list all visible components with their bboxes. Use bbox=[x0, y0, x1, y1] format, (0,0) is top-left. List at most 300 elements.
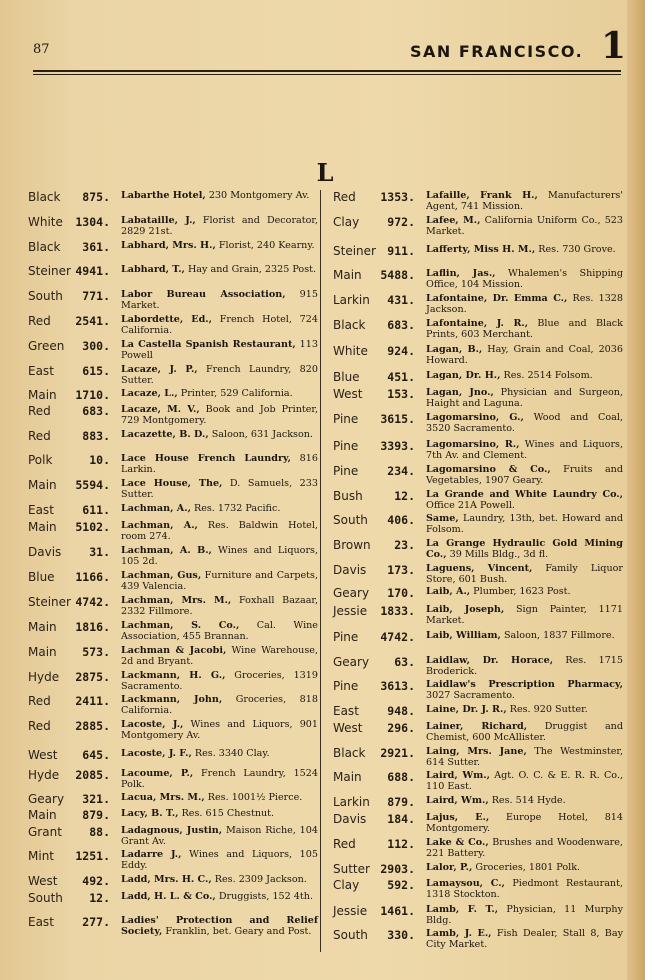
exchange-name: West bbox=[28, 874, 58, 888]
phone-number: 330. bbox=[387, 928, 415, 942]
phone-number: 170. bbox=[387, 586, 415, 600]
listing-text bbox=[121, 891, 318, 902]
listing-text bbox=[121, 719, 318, 741]
exchange-name: Geary bbox=[333, 655, 370, 669]
listing-name: Lacoste, J., bbox=[121, 719, 184, 730]
listing-text bbox=[426, 489, 623, 511]
listing-name: Lamaysou, C., bbox=[426, 878, 505, 889]
phone-number: 2541. bbox=[75, 314, 110, 328]
listing-details: Saloon, 1837 Fillmore. bbox=[500, 630, 615, 641]
listing-name: Lagan, Jno., bbox=[426, 387, 494, 398]
listing-name: Lacoume, P., bbox=[121, 768, 194, 779]
listing-details: Physician and Surgeon, Haight and Laguna. bbox=[426, 387, 624, 409]
phone-number: 4742. bbox=[75, 595, 110, 609]
exchange-name: Steiner bbox=[333, 244, 376, 258]
listing-name: Lacazette, B. D., bbox=[121, 429, 209, 440]
exchange-name: White bbox=[333, 344, 368, 358]
exchange-name: Davis bbox=[333, 563, 367, 577]
exchange-name: Pine bbox=[333, 412, 359, 426]
phone-number: 1166. bbox=[75, 570, 110, 584]
listing-text bbox=[121, 670, 318, 692]
listing-name: Lajus, E., bbox=[426, 812, 490, 823]
listing-details: Res. Baldwin Hotel, room 274. bbox=[121, 520, 318, 542]
listing-text bbox=[121, 240, 318, 251]
listing-name: Lamb, J. E., bbox=[426, 928, 492, 939]
phone-number: 277. bbox=[82, 915, 110, 929]
phone-number: 4941. bbox=[75, 264, 110, 278]
exchange-name: Main bbox=[333, 268, 362, 282]
exchange-name: Polk bbox=[28, 453, 53, 467]
listing-text bbox=[426, 795, 623, 806]
section-letter: L bbox=[316, 158, 334, 187]
exchange-name: East bbox=[28, 364, 54, 378]
phone-number: 911. bbox=[387, 244, 415, 258]
phone-number: 1833. bbox=[380, 604, 415, 618]
exchange-name: Red bbox=[28, 314, 51, 328]
phone-number: 1461. bbox=[380, 904, 415, 918]
listing-name: Lachman, Gus, bbox=[121, 570, 202, 581]
listing-text bbox=[426, 721, 623, 743]
exchange-name: Black bbox=[28, 190, 61, 204]
listing-name: Ladd, Mrs. H. C., bbox=[121, 874, 212, 885]
phone-number: 4742. bbox=[380, 630, 415, 644]
listing-name: Labarthe Hotel, bbox=[121, 190, 206, 201]
listing-details: California Uniform Co., 523 Market. bbox=[426, 215, 624, 237]
exchange-name: Brown bbox=[333, 538, 371, 552]
listing-text bbox=[426, 244, 623, 255]
exchange-name: Red bbox=[333, 190, 356, 204]
listing-text bbox=[121, 694, 318, 716]
exchange-name: Hyde bbox=[28, 670, 60, 684]
phone-number: 5102. bbox=[75, 520, 110, 534]
exchange-name: Red bbox=[333, 837, 356, 851]
listing-details: Wines and Liquors, 7th Av. and Clement. bbox=[426, 439, 623, 461]
listing-name: Laidlaw's Prescription Pharmacy, bbox=[426, 679, 623, 690]
listing-text bbox=[426, 412, 623, 434]
listing-text bbox=[121, 748, 318, 759]
exchange-name: Geary bbox=[28, 792, 65, 806]
listing-text bbox=[426, 746, 623, 768]
exchange-name: Davis bbox=[333, 812, 367, 826]
listing-details: Wines and Liquors, 901 Montgomery Av. bbox=[121, 719, 319, 741]
listing-name: Lake & Co., bbox=[426, 837, 489, 848]
page-number: 87 bbox=[33, 42, 50, 57]
listing-details: Office 21A Powell. bbox=[426, 500, 515, 511]
phone-number: 879. bbox=[387, 795, 415, 809]
listing-name: Lachman, Mrs. M., bbox=[121, 595, 232, 606]
listing-name: Lafaille, Frank H., bbox=[426, 190, 538, 201]
exchange-name: Bush bbox=[333, 489, 363, 503]
listing-name: Laidlaw, Dr. Horace, bbox=[426, 655, 554, 666]
exchange-name: Steiner bbox=[28, 595, 71, 609]
exchange-name: Red bbox=[28, 404, 51, 418]
listing-text bbox=[121, 768, 318, 790]
listing-text bbox=[121, 808, 318, 819]
phone-number: 1353. bbox=[380, 190, 415, 204]
listing-details: Res. 514 Hyde. bbox=[488, 795, 566, 806]
listing-text bbox=[121, 339, 318, 361]
listing-text bbox=[121, 388, 318, 399]
listing-name: Lachman, A., bbox=[121, 503, 191, 514]
phone-number: 184. bbox=[387, 812, 415, 826]
listing-name: Lachman, A. B., bbox=[121, 545, 212, 556]
phone-number: 688. bbox=[387, 770, 415, 784]
listing-text bbox=[426, 655, 623, 677]
listing-name: Ladarre J., bbox=[121, 849, 182, 860]
listing-details: Res. 1328 Jackson. bbox=[426, 293, 624, 315]
phone-number: 153. bbox=[387, 387, 415, 401]
listing-text bbox=[121, 595, 318, 617]
listing-name: Laird, Wm., bbox=[426, 770, 490, 781]
exchange-name: Sutter bbox=[333, 862, 370, 876]
listing-text bbox=[121, 915, 318, 937]
exchange-name: East bbox=[28, 503, 54, 517]
listing-text bbox=[426, 293, 623, 315]
listing-details: Cal. Wine Association, 455 Brannan. bbox=[121, 620, 318, 642]
listing-details: Res. 1715 Broderick. bbox=[426, 655, 624, 677]
listing-name: Lalor, P., bbox=[426, 862, 473, 873]
listing-details: Druggist and Chemist, 600 McAllister. bbox=[426, 721, 623, 743]
listing-text bbox=[426, 439, 623, 461]
phone-number: 321. bbox=[82, 792, 110, 806]
listing-text bbox=[426, 513, 623, 535]
listing-name: Laine, Dr. J. R., bbox=[426, 704, 507, 715]
listing-details: Groceries, 1319 Sacramento. bbox=[121, 670, 318, 692]
phone-number: 451. bbox=[387, 370, 415, 384]
listing-details: Res. 920 Sutter. bbox=[506, 704, 588, 715]
phone-number: 31. bbox=[89, 545, 110, 559]
listing-name: Lacoste, J. F., bbox=[121, 748, 192, 759]
listing-text bbox=[426, 837, 623, 859]
listing-text bbox=[426, 387, 623, 409]
phone-number: 5488. bbox=[380, 268, 415, 282]
exchange-name: Main bbox=[28, 645, 57, 659]
listing-name: Lacaze, M. V., bbox=[121, 404, 200, 415]
listing-name: Lachman, S. Co., bbox=[121, 620, 240, 631]
exchange-name: Pine bbox=[333, 679, 359, 693]
exchange-name: Main bbox=[28, 388, 57, 402]
exchange-name: Main bbox=[28, 478, 57, 492]
listing-name: Ladd, H. L. & Co., bbox=[121, 891, 216, 902]
listing-details: Groceries, 818 California. bbox=[121, 694, 318, 716]
listing-text bbox=[121, 314, 318, 336]
exchange-name: Steiner bbox=[28, 264, 71, 278]
listing-details: Florist and Decorator, 2829 21st. bbox=[121, 215, 318, 237]
listing-name: Labhard, T., bbox=[121, 264, 185, 275]
listing-name: Lace House, The, bbox=[121, 478, 223, 489]
listing-details: Res. 1001½ Pierce. bbox=[204, 792, 303, 803]
listing-text bbox=[121, 364, 318, 386]
exchange-name: Pine bbox=[333, 439, 359, 453]
exchange-name: Pine bbox=[333, 630, 359, 644]
listing-text bbox=[426, 268, 623, 290]
listing-text bbox=[426, 862, 623, 873]
page-edge bbox=[627, 0, 645, 980]
listing-name: Lagan, B., bbox=[426, 344, 483, 355]
phone-number: 1816. bbox=[75, 620, 110, 634]
phone-number: 361. bbox=[82, 240, 110, 254]
listing-details: Europe Hotel, 814 Montgomery. bbox=[426, 812, 624, 834]
listing-text bbox=[426, 370, 623, 381]
listing-text bbox=[121, 215, 318, 237]
listing-text bbox=[121, 478, 318, 500]
listing-text bbox=[426, 464, 623, 486]
listing-details: Manufacturers' Agent, 741 Mission. bbox=[426, 190, 623, 212]
listing-details: Plumber, 1623 Post. bbox=[470, 586, 571, 597]
listing-text bbox=[426, 538, 623, 560]
exchange-name: Larkin bbox=[333, 293, 370, 307]
listing-name: Labordette, Ed., bbox=[121, 314, 212, 325]
phone-number: 573. bbox=[82, 645, 110, 659]
listing-details: Wood and Coal, 3520 Sacramento. bbox=[426, 412, 624, 434]
listing-text bbox=[121, 503, 318, 514]
listing-text bbox=[426, 928, 623, 950]
phone-number: 592. bbox=[387, 878, 415, 892]
exchange-name: Main bbox=[28, 808, 57, 822]
listing-name: Labhard, Mrs. H., bbox=[121, 240, 216, 251]
listing-name: Lafontaine, Dr. Emma C., bbox=[426, 293, 568, 304]
listing-details: French Hotel, 724 California. bbox=[121, 314, 318, 336]
exchange-name: West bbox=[333, 721, 363, 735]
listing-name: Lacy, B. T., bbox=[121, 808, 179, 819]
phone-number: 234. bbox=[387, 464, 415, 478]
corner-mark: 1 bbox=[601, 25, 627, 67]
listing-details: 816 Larkin. bbox=[121, 453, 318, 475]
listing-name: La Grande and White Laundry Co., bbox=[426, 489, 623, 500]
listing-details: Furniture and Carpets, 439 Valencia. bbox=[121, 570, 318, 592]
phone-number: 3393. bbox=[380, 439, 415, 453]
exchange-name: Mint bbox=[28, 849, 54, 863]
exchange-name: Green bbox=[28, 339, 65, 353]
phone-number: 10. bbox=[89, 453, 110, 467]
phone-number: 1304. bbox=[75, 215, 110, 229]
listing-name: Lagomarsino & Co., bbox=[426, 464, 551, 475]
phone-number: 300. bbox=[82, 339, 110, 353]
listing-name: Labor Bureau Association, bbox=[121, 289, 286, 300]
phone-number: 492. bbox=[82, 874, 110, 888]
listing-name: Labataille, J., bbox=[121, 215, 196, 226]
exchange-name: Geary bbox=[333, 586, 370, 600]
listing-text bbox=[121, 645, 318, 667]
listing-name: Lagomarsino, R., bbox=[426, 439, 520, 450]
phone-number: 296. bbox=[387, 721, 415, 735]
listing-name: Ladies' Protection and Relief Society, bbox=[121, 915, 318, 937]
exchange-name: Red bbox=[28, 719, 51, 733]
listing-text bbox=[121, 570, 318, 592]
listing-details: 915 Market. bbox=[121, 289, 318, 311]
phone-number: 2411. bbox=[75, 694, 110, 708]
listing-details: Res. 1732 Pacific. bbox=[190, 503, 281, 514]
listing-text bbox=[121, 849, 318, 871]
exchange-name: Main bbox=[28, 520, 57, 534]
listing-text bbox=[426, 318, 623, 340]
listing-details: Foxhall Bazaar, 2332 Fillmore. bbox=[121, 595, 318, 617]
phone-number: 924. bbox=[387, 344, 415, 358]
listing-details: Wines and Liquors, 105 Eddy. bbox=[121, 849, 318, 871]
listing-name: Laib, William, bbox=[426, 630, 501, 641]
listing-text bbox=[426, 904, 623, 926]
listing-details: 230 Montgomery Av. bbox=[205, 190, 310, 201]
phone-number: 645. bbox=[82, 748, 110, 762]
listing-text bbox=[426, 215, 623, 237]
listing-name: Lachman & Jacobi, bbox=[121, 645, 227, 656]
exchange-name: West bbox=[333, 387, 363, 401]
exchange-name: Larkin bbox=[333, 795, 370, 809]
listing-details: Saloon, 631 Jackson. bbox=[208, 429, 313, 440]
listing-name: Lacaze, L., bbox=[121, 388, 178, 399]
listing-text bbox=[426, 190, 623, 212]
listing-details: Blue and Black Prints, 603 Merchant. bbox=[426, 318, 623, 340]
listing-text bbox=[121, 453, 318, 475]
exchange-name: Grant bbox=[28, 825, 62, 839]
listing-details: 39 Mills Bldg., 3d fl. bbox=[446, 549, 549, 560]
listing-details: French Laundry, 820 Sutter. bbox=[121, 364, 318, 386]
listing-name: Lackmann, H. G., bbox=[121, 670, 226, 681]
phone-number: 611. bbox=[82, 503, 110, 517]
listing-text bbox=[121, 264, 318, 275]
exchange-name: Hyde bbox=[28, 768, 60, 782]
listing-text bbox=[426, 604, 623, 626]
listing-name: Lagomarsino, G., bbox=[426, 412, 524, 423]
listing-details: Franklin, bet. Geary and Post. bbox=[162, 926, 312, 937]
phone-number: 12. bbox=[89, 891, 110, 905]
exchange-name: Pine bbox=[333, 464, 359, 478]
listing-details: Laundry, 13th, bet. Howard and Folsom. bbox=[426, 513, 623, 535]
listing-text bbox=[426, 344, 623, 366]
phone-number: 12. bbox=[394, 489, 415, 503]
column-divider bbox=[320, 190, 321, 952]
listing-details: 113 Powell bbox=[121, 339, 318, 361]
listing-text bbox=[426, 679, 623, 701]
phone-number: 3615. bbox=[380, 412, 415, 426]
listing-details: Fish Dealer, Stall 8, Bay City Market. bbox=[426, 928, 623, 950]
listing-text bbox=[426, 878, 623, 900]
phone-number: 875. bbox=[82, 190, 110, 204]
phone-number: 23. bbox=[394, 538, 415, 552]
listing-name: Lacaze, J. P., bbox=[121, 364, 198, 375]
phone-number: 63. bbox=[394, 655, 415, 669]
phone-number: 2885. bbox=[75, 719, 110, 733]
listing-name: La Castella Spanish Restaurant, bbox=[121, 339, 296, 350]
listing-details: Hay, Grain and Coal, 2036 Howard. bbox=[426, 344, 623, 366]
listing-details: Florist, 240 Kearny. bbox=[215, 240, 315, 251]
header-rule bbox=[33, 70, 621, 72]
listing-text bbox=[121, 792, 318, 803]
listing-details: Printer, 529 California. bbox=[177, 388, 293, 399]
listing-text bbox=[426, 563, 623, 585]
exchange-name: South bbox=[333, 928, 368, 942]
phone-number: 883. bbox=[82, 429, 110, 443]
listing-details: Whalemen's Shipping Office, 104 Mission. bbox=[426, 268, 623, 290]
listing-name: Laflin, Jas., bbox=[426, 268, 496, 279]
city-heading: SAN FRANCISCO. bbox=[410, 42, 584, 61]
listing-name: Lafee, M., bbox=[426, 215, 481, 226]
exchange-name: South bbox=[333, 513, 368, 527]
listing-name: Lace House French Laundry, bbox=[121, 453, 291, 464]
listing-name: Lackmann, John, bbox=[121, 694, 223, 705]
listing-name: La Grange Hydraulic Gold Mining Co., bbox=[426, 538, 623, 560]
exchange-name: Red bbox=[28, 694, 51, 708]
listing-text bbox=[121, 825, 318, 847]
listing-details: Res. 2514 Folsom. bbox=[500, 370, 593, 381]
phone-number: 771. bbox=[82, 289, 110, 303]
listing-details: Res. 3340 Clay. bbox=[191, 748, 270, 759]
listing-details: The Westminster, 614 Sutter. bbox=[426, 746, 623, 768]
listing-details: Res. 615 Chestnut. bbox=[178, 808, 275, 819]
listing-details: Brushes and Woodenware, 221 Battery. bbox=[426, 837, 623, 859]
exchange-name: East bbox=[333, 704, 359, 718]
listing-details: French Laundry, 1524 Polk. bbox=[121, 768, 318, 790]
listing-text bbox=[426, 704, 623, 715]
phone-number: 431. bbox=[387, 293, 415, 307]
phone-number: 3613. bbox=[380, 679, 415, 693]
exchange-name: Clay bbox=[333, 215, 360, 229]
listing-name: Lainer, Richard, bbox=[426, 721, 528, 732]
listing-details: Physician, 11 Murphy Bldg. bbox=[426, 904, 624, 926]
listing-details: D. Samuels, 233 Sutter. bbox=[121, 478, 318, 500]
exchange-name: Blue bbox=[333, 370, 360, 384]
phone-number: 88. bbox=[89, 825, 110, 839]
listing-text bbox=[121, 289, 318, 311]
listing-name: Ladagnous, Justin, bbox=[121, 825, 223, 836]
listing-details: Book and Job Printer, 729 Montgomery. bbox=[121, 404, 319, 426]
listing-name: Lachman, A., bbox=[121, 520, 198, 531]
listing-name: Lafferty, Miss H. M., bbox=[426, 244, 536, 255]
phone-number: 1710. bbox=[75, 388, 110, 402]
exchange-name: South bbox=[28, 891, 63, 905]
listing-text bbox=[426, 586, 623, 597]
phone-number: 972. bbox=[387, 215, 415, 229]
phone-number: 5594. bbox=[75, 478, 110, 492]
header-rule-thin bbox=[33, 74, 621, 75]
exchange-name: Blue bbox=[28, 570, 55, 584]
listing-details: Piedmont Restaurant, 1318 Stockton. bbox=[426, 878, 623, 900]
phone-number: 2903. bbox=[380, 862, 415, 876]
exchange-name: East bbox=[28, 915, 54, 929]
listing-text bbox=[121, 520, 318, 542]
phone-number: 2921. bbox=[380, 746, 415, 760]
listing-text bbox=[426, 630, 623, 641]
page-header bbox=[33, 25, 627, 68]
listing-text bbox=[121, 190, 318, 201]
listing-text bbox=[121, 874, 318, 885]
listing-details: Res. 2309 Jackson. bbox=[211, 874, 307, 885]
listing-details: Maison Riche, 104 Grant Av. bbox=[121, 825, 318, 847]
listing-details: 3027 Sacramento. bbox=[426, 690, 515, 701]
phone-number: 406. bbox=[387, 513, 415, 527]
phone-number: 2085. bbox=[75, 768, 110, 782]
phone-number: 879. bbox=[82, 808, 110, 822]
listing-details: Groceries, 1801 Polk. bbox=[472, 862, 581, 873]
exchange-name: Black bbox=[333, 318, 366, 332]
listing-text bbox=[426, 770, 623, 792]
listing-name: Lamb, F. T., bbox=[426, 904, 499, 915]
listing-name: Lafontaine, J. R., bbox=[426, 318, 529, 329]
listing-text bbox=[426, 812, 623, 834]
listing-details: Sign Painter, 1171 Market. bbox=[426, 604, 623, 626]
listing-name: Laib, Joseph, bbox=[426, 604, 505, 615]
listing-name: Laird, Wm., bbox=[426, 795, 489, 806]
listing-details: Res. 730 Grove. bbox=[535, 244, 616, 255]
exchange-name: Clay bbox=[333, 878, 360, 892]
listing-details: Wine Warehouse, 2d and Bryant. bbox=[121, 645, 319, 667]
listing-details: Fruits and Vegetables, 1907 Geary. bbox=[426, 464, 623, 486]
phone-number: 615. bbox=[82, 364, 110, 378]
listing-text bbox=[121, 545, 318, 567]
listing-name: Laguens, Vincent, bbox=[426, 563, 533, 574]
exchange-name: Jessie bbox=[333, 904, 368, 918]
listing-details: Wines and Liquors, 105 2d. bbox=[121, 545, 319, 567]
